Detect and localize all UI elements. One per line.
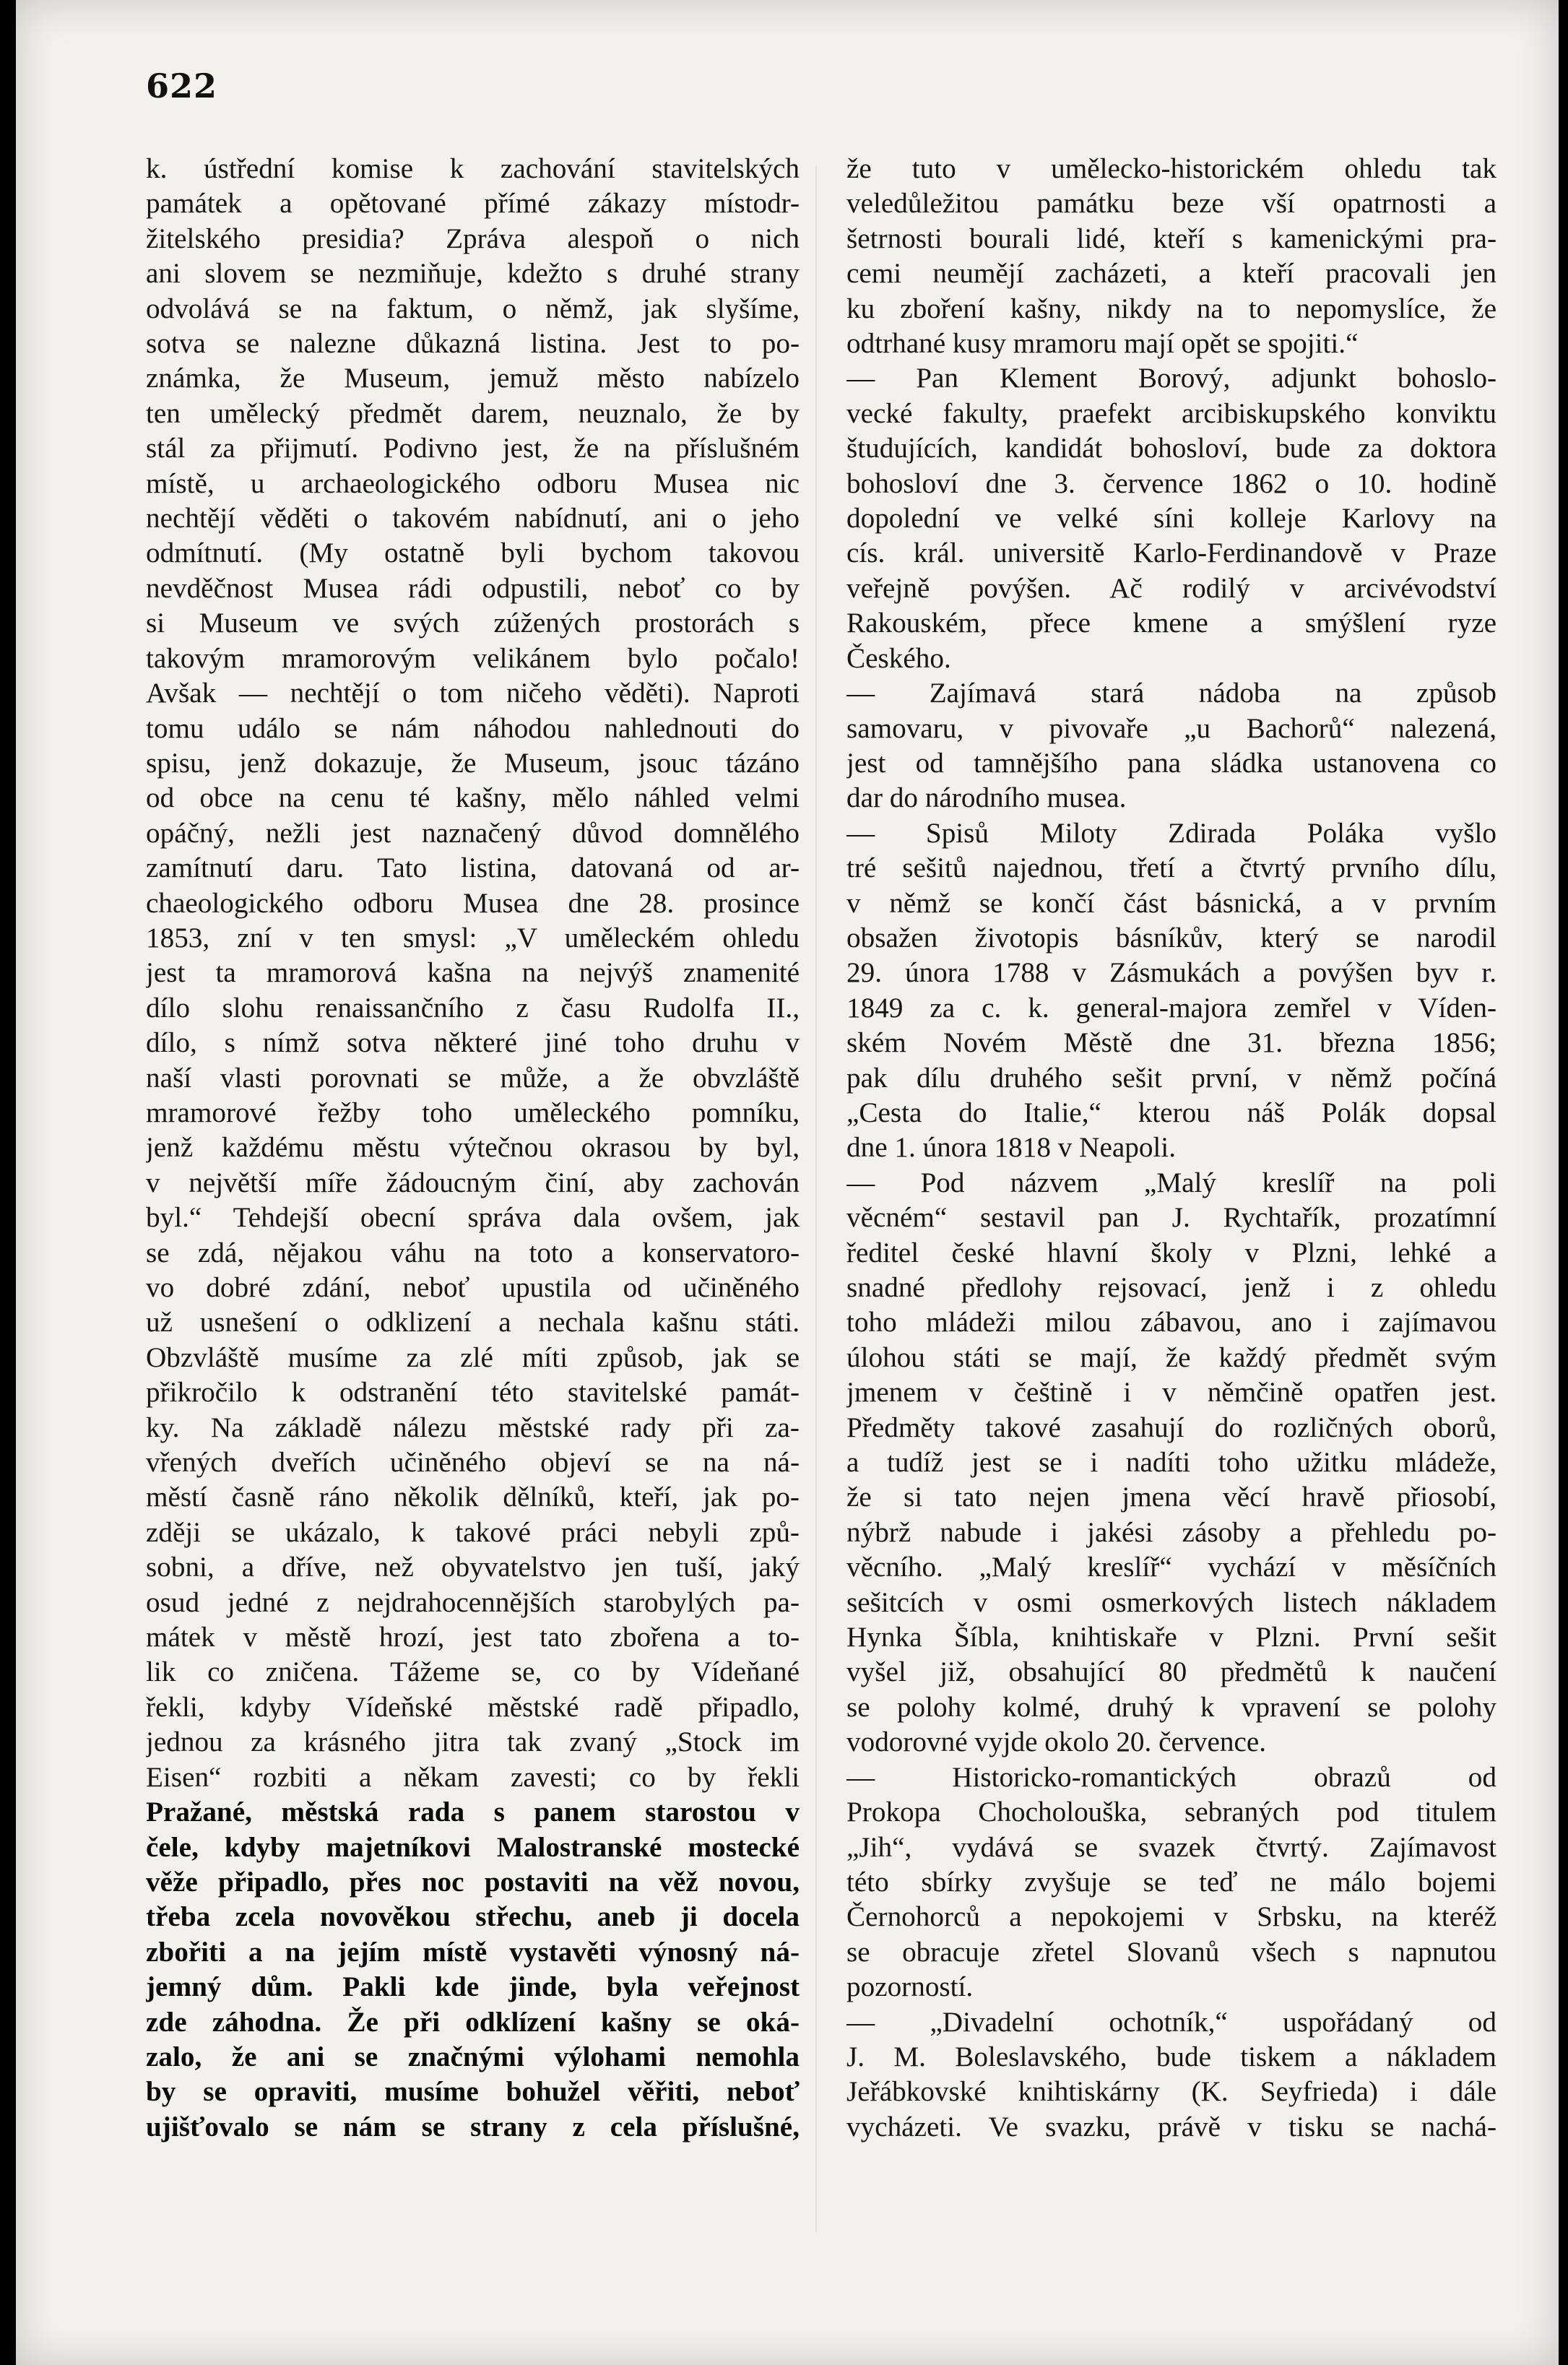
left-column-line: v největší míře žádoucným činí, aby zachován	[146, 1167, 800, 1198]
right-column-line: pak dílu druhého sešit první, v němž počíná	[846, 1062, 1496, 1094]
left-text-column	[146, 152, 800, 2145]
left-column-line: osud jedné z nejdrahocennějších starobylých pa-	[146, 1586, 800, 1618]
right-column-line: se obracuje zřetel Slovanů všech s napnutou	[846, 1936, 1496, 1968]
right-column-line: tré sešitů najednou, třetí a čtvrtý prvního dílu,	[846, 852, 1496, 884]
right-column-line: věcního. „Malý kreslíř“ vychází v měsíčních	[846, 1552, 1496, 1583]
left-column-line: třeba zcela novověkou střechu, aneb ji docela	[146, 1901, 800, 1933]
right-column-line: cís. král. universitě Karlo-Ferdinandově v Praze	[846, 537, 1496, 569]
right-column-line: veřejně povýšen. Ač rodilý v arcivévodství	[846, 572, 1496, 604]
right-column-line: — Pod názvem „Malý kreslíř na poli	[846, 1167, 1496, 1198]
left-column-line: Avšak — nechtějí o tom ničeho věděti). Naproti	[146, 678, 800, 709]
right-column-line: ku zboření kašny, nikdy na to nepomyslíce, že	[846, 293, 1496, 324]
right-column-line: Černohorců a nepokojemi v Srbsku, na kteréž	[846, 1901, 1496, 1933]
right-column-line: veledůležitou památku beze vší opatrnosti a	[846, 188, 1496, 220]
right-column-line: dopolední ve velké síni kolleje Karlovy na	[846, 503, 1496, 535]
left-column-line: sobni, a dříve, než obyvatelstvo jen tuší, jaký	[146, 1552, 800, 1583]
left-column-line: odvolává se na faktum, o němž, jak slyšíme,	[146, 293, 800, 324]
right-column-line: „Cesta do Italie,“ kterou náš Polák dopsal	[846, 1097, 1496, 1128]
right-column-line: v němž se končí část básnická, a v prvním	[846, 887, 1496, 919]
right-column-line: vecké fakulty, praefekt arcibiskupského konviktu	[846, 397, 1496, 429]
left-column-line: už usnešení o odklizení a nechala kašnu státi.	[146, 1307, 800, 1339]
left-column-line: opáčný, nežli jest naznačený důvod domnělého	[146, 817, 800, 849]
right-column-line: obsažen životopis básníkův, který se narodil	[846, 922, 1496, 954]
right-column-line: jest od tamnějšího pana sládka ustanovena co	[846, 747, 1496, 779]
right-column-line: — Zajímavá stará nádoba na způsob	[846, 678, 1496, 709]
left-column-line: zalo, že ani se značnými výlohami nemohla	[146, 2041, 800, 2072]
left-column-line: Eisen“ rozbiti a někam zavesti; co by řekli	[146, 1761, 800, 1793]
left-column-line: vo dobré zdání, neboť upustila od učiněného	[146, 1272, 800, 1303]
right-column-line: sešitcích v osmi osmerkových listech nákladem	[846, 1586, 1496, 1618]
right-column-line: — Spisů Miloty Zdirada Poláka vyšlo	[846, 817, 1496, 849]
left-column-line: zamítnutí daru. Tato listina, datovaná od ar-	[146, 852, 800, 884]
left-column-line: jemný dům. Pakli kde jinde, byla veřejnost	[146, 1971, 800, 2003]
left-column-line: tomu událo se nám náhodou nahlednouti do	[146, 712, 800, 744]
right-column-line: úlohou státi se mají, že každý předmět svým	[846, 1341, 1496, 1373]
left-column-line: mramorové řežby toho uměleckého pomníku,	[146, 1097, 800, 1128]
left-column-line: od obce na cenu té kašny, mělo náhled velmi	[146, 782, 800, 814]
left-column-line: k. ústřední komise k zachování stavitelských	[146, 153, 800, 184]
left-column-line: městí časně ráno několik dělníků, kteří, jak po-	[146, 1482, 800, 1513]
left-column-line: vřených dveřích učiněného objeví se na ná-	[146, 1447, 800, 1479]
left-column-line: mátek v městě hrozí, jest tato zbořena a to-	[146, 1622, 800, 1653]
right-column-line: že si tato nejen jmena věcí hravě přiosobí,	[846, 1482, 1496, 1513]
left-column-line: 1853, zní v ten smysl: „V uměleckém ohledu	[146, 922, 800, 954]
left-column-line: zde záhodna. Že při odklízení kašny se oká-	[146, 2006, 800, 2038]
left-column-line: chaeologického odboru Musea dne 28. prosince	[146, 887, 800, 919]
left-column-line: místě, u archaeologického odboru Musea nic	[146, 467, 800, 499]
scanned-page	[16, 0, 1559, 2365]
right-column-line: a tudíž jest se i nadíti toho užitku mládeže,	[846, 1447, 1496, 1479]
right-column-line: — Pan Klement Borový, adjunkt bohoslo-	[846, 363, 1496, 394]
left-column-line: čele, kdyby majetníkovi Malostranské mostecké	[146, 1831, 800, 1863]
left-column-line: takovým mramorovým velikánem bylo počalo!	[146, 642, 800, 674]
left-column-line: dílo, s nímž sotva některé jiné toho druhu v	[146, 1027, 800, 1059]
page-number: 622	[146, 66, 218, 105]
right-column-line: Hynka Šíbla, knihtiskaře v Plzni. První sešit	[846, 1622, 1496, 1653]
right-column-line: pozorností.	[846, 1971, 974, 2003]
left-column-line: odmítnutí. (My ostatně byli bychom takovou	[146, 537, 800, 569]
right-column-line: Rakouském, přece kmene a smýšlení ryze	[846, 608, 1496, 639]
left-column-line: nechtějí věděti o takovém nabídnutí, ani o jeho	[146, 503, 800, 535]
right-column-line: — „Divadelní ochotník,“ uspořádaný od	[846, 2006, 1496, 2038]
right-column-line: vodorovné vyjde okolo 20. července.	[846, 1726, 1267, 1758]
left-column-line: jest ta mramorová kašna na nejvýš znamenité	[146, 957, 800, 989]
right-column-line: ředitel české hlavní školy v Plzni, lehké a	[846, 1237, 1496, 1268]
left-column-line: jenž každému městu výtečnou okrasou by byl,	[146, 1132, 800, 1164]
left-column-line: se zdá, nějakou váhu na toto a konservatoro-	[146, 1237, 800, 1268]
left-column-line: Pražané, městská rada s panem starostou v	[146, 1797, 800, 1828]
right-column-line: odtrhané kusy mramoru mají opět se spojiti.“	[846, 328, 1359, 360]
right-column-line: Předměty takové zasahují do rozličných oborů,	[846, 1411, 1496, 1443]
left-column-line: by se opraviti, musíme bohužel věřiti, neboť	[146, 2076, 800, 2108]
right-text-column	[846, 152, 1496, 2145]
left-column-line: zbořiti a na jejím místě vystavěti výnosný ná-	[146, 1936, 800, 1968]
left-column-line: ten umělecký předmět darem, neuznalo, že by	[146, 397, 800, 429]
right-column-line: této sbírky zvyšuje se teď ne málo bojemi	[846, 1866, 1496, 1898]
left-column-line: jednou za krásného jitra tak zvaný „Stock im	[146, 1726, 800, 1758]
left-column-line: lik co zničena. Tážeme se, co by Vídeňané	[146, 1656, 800, 1688]
left-column-line: si Museum ve svých zúžených prostorách s	[146, 608, 800, 639]
right-column-line: Českého.	[846, 642, 951, 674]
left-column-line: zději se ukázalo, k takové práci nebyli způ-	[146, 1516, 800, 1548]
left-column-line: nevděčnost Musea rádi odpustili, neboť co by	[146, 572, 800, 604]
left-column-line: památek a opětované přímé zákazy místodr-	[146, 188, 800, 220]
left-column-line: Obzvláště musíme za zlé míti způsob, jak se	[146, 1341, 800, 1373]
right-column-line: že tuto v umělecko-historickém ohledu tak	[846, 153, 1496, 184]
right-column-line: se polohy kolmé, druhý k vpravení se polohy	[846, 1691, 1496, 1723]
right-column-line: dar do národního musea.	[846, 782, 1127, 814]
left-column-line: žitelského presidia? Zpráva alespoň o nich	[146, 222, 800, 254]
right-column-line: vycházeti. Ve svazku, právě v tisku se nachá-	[846, 2111, 1496, 2143]
right-column-line: — Historicko-romantických obrazů od	[846, 1761, 1496, 1793]
right-column-line: Prokopa Chocholouška, sebraných pod titulem	[846, 1797, 1496, 1828]
left-column-line: ani slovem se nezmiňuje, kdežto s druhé strany	[146, 258, 800, 290]
left-column-line: přikročilo k odstranění této stavitelské památ-	[146, 1377, 800, 1409]
right-column-line: ském Novém Městě dne 31. března 1856;	[846, 1027, 1496, 1059]
column-gutter	[815, 166, 817, 2232]
left-column-line: ujišťovalo se nám se strany z cela příslušné,	[146, 2111, 800, 2143]
left-column-line: sotva se nalezne důkazná listina. Jest to po-	[146, 328, 800, 360]
right-column-line: snadné předlohy rejsovací, jenž i z ohledu	[846, 1272, 1496, 1303]
right-column-line: 1849 za c. k. general-majora zemřel v Víden-	[846, 992, 1496, 1024]
left-column-line: naší vlasti porovnati se může, a že obvzláště	[146, 1062, 800, 1094]
left-column-line: dílo slohu renaissančního z času Rudolfa II.,	[146, 992, 800, 1024]
left-column-line: věže připadlo, přes noc postaviti na věž novou,	[146, 1866, 800, 1898]
right-column-line: 29. února 1788 v Zásmukách a povýšen byv r.	[846, 957, 1496, 989]
right-column-line: toho mládeži milou zábavou, ano i zajímavou	[846, 1307, 1496, 1339]
left-column-line: známka, že Museum, jemuž město nabízelo	[146, 363, 800, 394]
right-column-line: dne 1. února 1818 v Neapoli.	[846, 1132, 1176, 1164]
right-column-line: Jeřábkovské knihtiskárny (K. Seyfrieda) i dále	[846, 2076, 1496, 2108]
right-column-line: bohosloví dne 3. července 1862 o 10. hodině	[846, 467, 1496, 499]
right-column-line: „Jih“, vydává se svazek čtvrtý. Zajímavost	[846, 1831, 1496, 1863]
right-column-line: šetrnosti bourali lidé, kteří s kamenickými pra-	[846, 222, 1496, 254]
right-column-line: cemi neumějí zacházeti, a kteří pracovali jen	[846, 258, 1496, 290]
right-column-line: samovaru, v pivovaře „u Bachorů“ nalezená,	[846, 712, 1496, 744]
right-column-line: J. M. Boleslavského, bude tiskem a nákladem	[846, 2041, 1496, 2072]
left-column-line: spisu, jenž dokazuje, že Museum, jsouc tázáno	[146, 747, 800, 779]
left-column-line: řekli, kdyby Vídeňské městské radě připadlo,	[146, 1691, 800, 1723]
right-column-line: študujících, kandidát bohosloví, bude za doktora	[846, 433, 1496, 464]
right-column-line: nýbrž nabude i jakési zásoby a přehledu po-	[846, 1516, 1496, 1548]
left-column-line: stál za přijmutí. Podivno jest, že na příslušném	[146, 433, 800, 464]
left-column-line: ky. Na základě nálezu městské rady při za-	[146, 1411, 800, 1443]
right-column-line: jmenem v češtině i v němčině opatřen jest.	[846, 1377, 1496, 1409]
left-column-line: byl.“ Tehdejší obecní správa dala ovšem, jak	[146, 1202, 800, 1234]
right-column-line: věcném“ sestavil pan J. Rychtařík, prozatímní	[846, 1202, 1496, 1234]
right-column-line: vyšel již, obsahující 80 předmětů k naučení	[846, 1656, 1496, 1688]
